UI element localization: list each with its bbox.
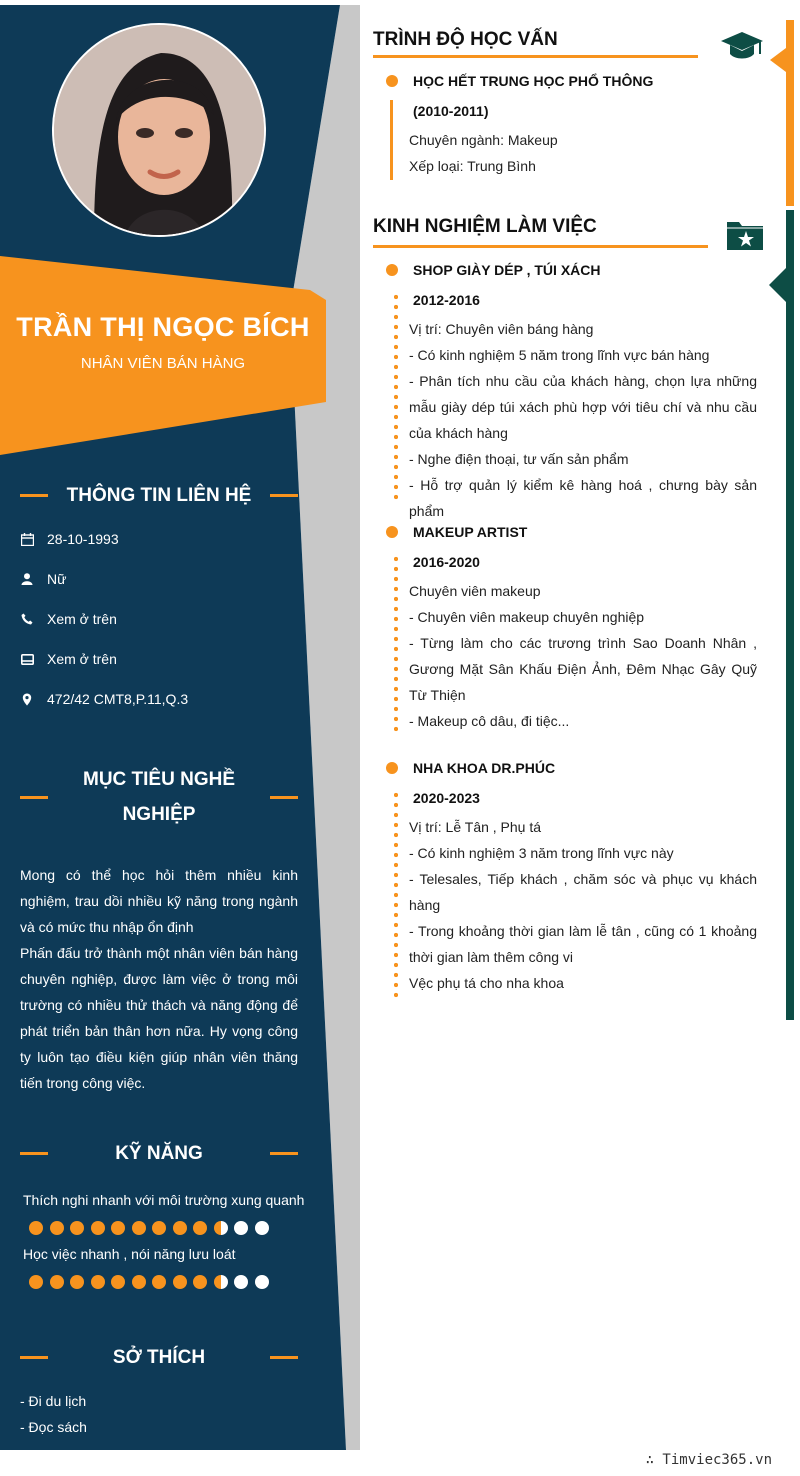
phone-icon <box>20 612 34 626</box>
job-company-name: MAKEUP ARTIST <box>413 524 528 540</box>
timeline-bullet <box>386 526 398 538</box>
experience-heading-underline <box>373 245 708 248</box>
skill-dot <box>91 1275 105 1289</box>
skill-dot <box>111 1221 125 1235</box>
skills-heading-text: KỸ NĂNG <box>115 1143 203 1164</box>
job-line: - Có kinh nghiệm 5 năm trong lĩnh vực bán hàng <box>409 347 710 363</box>
skill-dot <box>132 1275 146 1289</box>
birthdate-value: 28-10-1993 <box>47 531 119 547</box>
footer-brand: ∴ Timviec365.vn <box>645 1452 772 1468</box>
skill-dot <box>91 1221 105 1235</box>
orange-edge-pointer <box>770 48 786 72</box>
education-line: Xếp loại: Trung Bình <box>409 158 536 174</box>
heading-bar-left <box>20 1356 48 1359</box>
skill-dot <box>193 1275 207 1289</box>
objective-paragraph: Phấn đấu trở thành một nhân viên bán hàng chuyên nghiệp, được làm việc ở trong môi trường có nhiều thử thách và năng động để phát triển bản thân hơn nữa. Hy vọng công ty luôn tạo điều kiện giúp nhân viên thăng tiến trong công việc. <box>20 945 298 1091</box>
job-line: - Telesales, Tiếp khách , chăm sóc và phục vụ khách hàng <box>409 871 757 913</box>
experience-heading: KINH NGHIỆM LÀM VIỆC <box>373 216 597 237</box>
hobby-item: - Đi du lịch <box>20 1393 87 1409</box>
job-company <box>386 524 527 540</box>
job-timeline-dots <box>394 790 398 998</box>
job-line: Chuyên viên makeup <box>409 583 541 599</box>
job-line: - Trong khoảng thời gian làm lễ tân , cũng có 1 khoảng thời gian làm thêm công vi <box>409 923 757 965</box>
email-value: Xem ở trên <box>47 651 117 667</box>
education-heading-underline <box>373 55 698 58</box>
job-period: 2012-2016 <box>413 292 480 308</box>
heading-bar-right <box>270 494 298 497</box>
heading-bar-left <box>20 494 48 497</box>
skill-rating <box>29 1275 269 1289</box>
job-line: - Hỗ trợ quản lý kiểm kê hàng hoá , chưng bày sản phẩm <box>409 477 757 519</box>
calendar-icon <box>20 532 34 546</box>
job-line: - Nghe điện thoại, tư vấn sản phẩm <box>409 451 629 467</box>
job-company <box>386 760 555 776</box>
job-timeline-dots <box>394 554 398 734</box>
skill-dot <box>234 1275 248 1289</box>
education-details <box>409 127 757 179</box>
job-line: Vị trí: Lễ Tân , Phụ tá <box>409 819 542 835</box>
contact-heading <box>20 478 298 513</box>
skill-dot <box>214 1221 228 1235</box>
orange-edge-bar <box>786 20 794 206</box>
heading-bar-right <box>270 1356 298 1359</box>
skill-dot <box>50 1221 64 1235</box>
heading-bar-right <box>270 796 298 799</box>
hobbies-heading-text: SỞ THÍCH <box>112 1347 206 1368</box>
skill-dot <box>29 1221 43 1235</box>
address-value: 472/42 CMT8,P.11,Q.3 <box>47 691 189 707</box>
job-company-name: SHOP GIÀY DÉP , TÚI XÁCH <box>413 262 601 278</box>
timeline-bullet <box>386 762 398 774</box>
avatar-photo <box>54 25 266 237</box>
contact-heading-text: THÔNG TIN LIÊN HỆ <box>66 485 252 506</box>
skills-heading <box>20 1136 298 1171</box>
graduation-cap-icon <box>720 30 764 69</box>
skill-dot <box>111 1275 125 1289</box>
skill-dot <box>152 1221 166 1235</box>
name-block <box>0 300 326 372</box>
skill-dot <box>70 1221 84 1235</box>
job-timeline-dots <box>394 292 398 500</box>
teal-edge-pointer <box>769 268 786 302</box>
job-company-name: NHA KHOA DR.PHÚC <box>413 760 556 776</box>
timeline-bullet <box>386 75 398 87</box>
skill-dot <box>50 1275 64 1289</box>
job-company <box>386 262 601 278</box>
job-line: Vệc phụ tá cho nha khoa <box>409 975 564 991</box>
skill-dot <box>29 1275 43 1289</box>
skill-dot <box>193 1221 207 1235</box>
skill-label: Học việc nhanh , nói năng lưu loát <box>23 1246 236 1262</box>
skill-dot <box>173 1275 187 1289</box>
skill-dot <box>255 1275 269 1289</box>
job-title: NHÂN VIÊN BÁN HÀNG <box>80 355 246 372</box>
objective-heading-line2: NGHIỆP <box>122 804 196 825</box>
full-name: TRẦN THỊ NGỌC BÍCH <box>16 312 310 342</box>
objective-heading-text <box>48 762 270 832</box>
job-details <box>409 316 757 524</box>
contact-address <box>20 691 188 707</box>
education-school <box>386 73 653 89</box>
contact-phone <box>20 611 117 627</box>
education-heading: TRÌNH ĐỘ HỌC VẤN <box>373 29 558 50</box>
hobbies-list <box>20 1388 87 1440</box>
skill-dot <box>173 1221 187 1235</box>
objective-text <box>20 862 298 1096</box>
user-icon <box>20 572 34 586</box>
skill-dot <box>255 1221 269 1235</box>
job-line: - Makeup cô dâu, đi tiệc... <box>409 713 570 729</box>
job-details <box>409 814 757 996</box>
job-line: - Có kinh nghiệm 3 năm trong lĩnh vực này <box>409 845 674 861</box>
job-line: Vị trí: Chuyên viên báng hàng <box>409 321 594 337</box>
heading-bar-right <box>270 1152 298 1155</box>
heading-bar-left <box>20 796 48 799</box>
gender-value: Nữ <box>47 571 67 587</box>
job-line: - Phân tích nhu cầu của khách hàng, chọn lựa những mẫu giày dép túi xách phù hợp với tiêu chí và nhu cầu của khách hàng <box>409 373 757 441</box>
objective-paragraph: Mong có thể học hỏi thêm nhiều kinh nghiệm, trau dồi nhiều kỹ năng trong ngành và có mức thu nhập ổn định <box>20 867 298 935</box>
skill-dot <box>132 1221 146 1235</box>
phone-value: Xem ở trên <box>47 611 117 627</box>
heading-bar-left <box>20 1152 48 1155</box>
skill-dot <box>70 1275 84 1289</box>
job-period: 2016-2020 <box>413 554 480 570</box>
folder-star-icon <box>725 218 765 257</box>
right-edge-decoration <box>766 20 800 1030</box>
contact-birthdate <box>20 531 119 547</box>
skill-label: Thích nghi nhanh với môi trường xung quanh <box>23 1192 305 1208</box>
contact-email <box>20 651 117 667</box>
education-timeline-line <box>390 100 393 180</box>
hobbies-heading <box>20 1340 298 1375</box>
education-line: Chuyên ngành: Makeup <box>409 132 558 148</box>
objective-heading-line1: MỤC TIÊU NGHỀ <box>83 769 235 790</box>
job-line: - Chuyên viên makeup chuyên nghiệp <box>409 609 645 625</box>
timeline-bullet <box>386 264 398 276</box>
teal-edge-bar <box>786 210 794 1020</box>
contact-gender <box>20 571 66 587</box>
skill-dot <box>214 1275 228 1289</box>
job-details <box>409 578 757 734</box>
job-line: - Từng làm cho các trương trình Sao Doanh Nhân , Gương Mặt Sân Khấu Điện Ảnh, Đêm Nhạc Gây Quỹ Từ Thiện <box>409 635 757 703</box>
hobby-item: - Đọc sách <box>20 1419 87 1435</box>
job-period: 2020-2023 <box>413 790 480 806</box>
avatar <box>52 23 266 237</box>
skill-dot <box>234 1221 248 1235</box>
school-name: HỌC HẾT TRUNG HỌC PHỔ THÔNG <box>413 73 654 89</box>
skill-rating <box>29 1221 269 1235</box>
skill-dot <box>152 1275 166 1289</box>
location-icon <box>20 692 34 706</box>
education-period: (2010-2011) <box>413 103 489 119</box>
objective-heading <box>20 762 298 832</box>
email-icon <box>20 652 34 666</box>
left-sidebar <box>0 0 360 1450</box>
